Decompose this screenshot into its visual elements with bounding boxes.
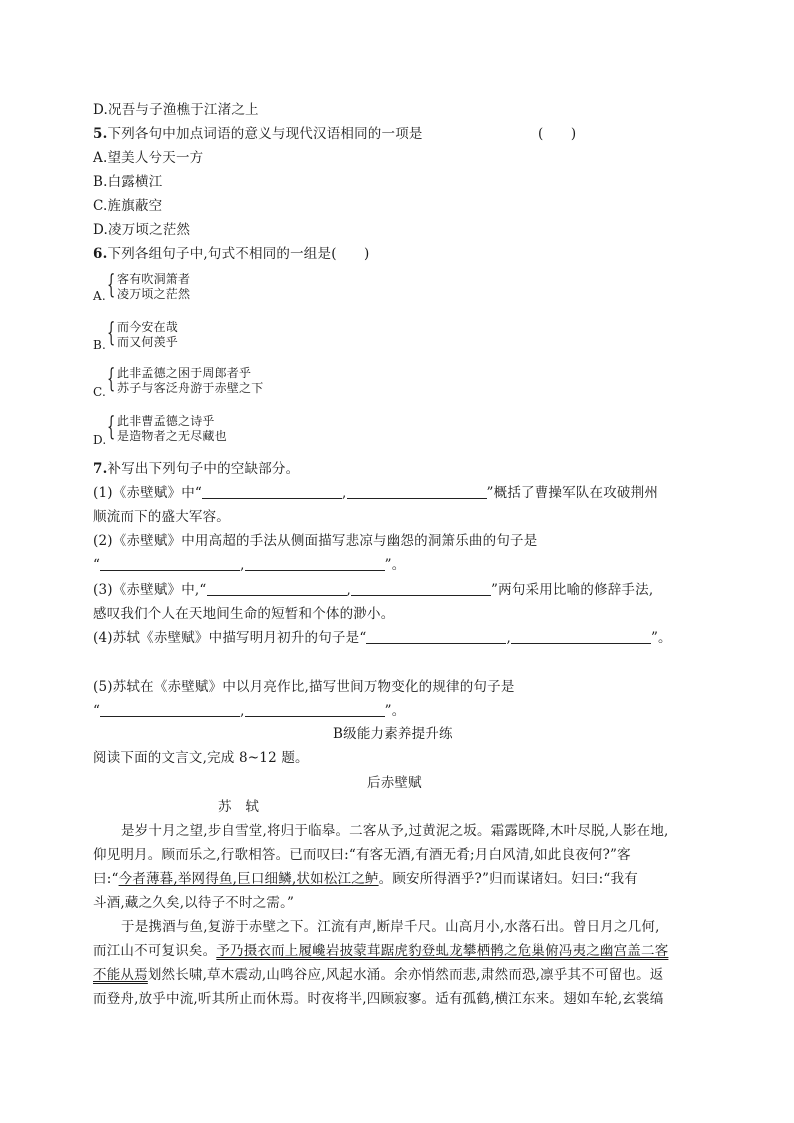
passage-author: 苏 轼 [218,799,260,815]
question-7 [93,460,299,478]
q7-2-open-quote: “ [93,557,101,573]
passage-p1-l3-post: 。顾安所得酒乎?”归而谋诸妇。妇曰:“我有 [378,871,638,887]
q7-5-close: ”。 [384,703,406,719]
q7-4-comma: , [506,630,511,646]
q7-item-1 [93,484,658,502]
q6-option-c-label: C. [93,385,106,399]
q5-number: 5. [93,126,108,142]
q7-item-4 [93,629,672,647]
q4-option-d: D.况吾与子渔樵于江渚之上 [93,102,259,118]
q6-option-c-line2: 苏子与客泛舟游于赤壁之下 [117,381,264,395]
q5-stem: 下列各句中加点词语的意义与现代汉语相同的一项是 [107,126,423,142]
q7-1-suffix: ”概括了曹操军队在攻破荆州 [486,485,659,501]
q5-answer-paren: ( ) [538,126,577,142]
q7-number: 7. [93,461,108,477]
q7-item-3 [93,581,653,599]
q7-4-close: ”。 [650,630,672,646]
q7-5-open-quote: “ [93,703,101,719]
passage-underlined-sentence: 今者薄暮,举网得鱼,巨口细鳞,状如松江之鲈 [118,871,379,887]
q7-item-2-line2 [93,556,405,574]
q7-item-5-line2 [93,702,405,720]
q6-d-brace-icon: { [107,412,116,442]
passage-p1-line1: 是岁十月之望,步自雪堂,将归于临皋。二客从予,过黄泥之坂。霜露既降,木叶尽脱,人影在地, [121,823,669,839]
q6-option-c-line1: 此非孟德之困于周郎者乎 [117,366,252,380]
passage-title: 后赤壁赋 [367,775,422,791]
passage-p1-line3 [93,870,638,888]
q7-4-blank-a[interactable] [366,629,506,644]
passage-p1-l3-pre: 曰:“ [93,871,119,887]
q6-c-brace-icon: { [107,364,116,394]
q7-item-1-line2: 顺流而下的盛大军容。 [93,509,230,525]
passage-p2-l3-post: 划然长啸,草木震动,山鸣谷应,风起水涌。余亦悄然而悲,肃然而恐,凛乎其不可留也。返 [147,967,664,983]
passage-punctuation-sentence: 予乃摄衣而上履巉岩披蒙茸踞虎豹登虬龙攀栖鹘之危巢俯冯夷之幽宫盖二客 [216,943,669,959]
q6-option-d-label: D. [93,433,107,447]
q7-3-prefix: (3)《赤壁赋》中,“ [93,582,207,598]
q6-option-b-line1: 而今安在哉 [117,320,179,334]
q7-3-blank-a[interactable] [207,581,347,596]
q7-2-close: ”。 [384,557,406,573]
section-b-heading: B级能力素养提升练 [333,726,453,742]
q6-stem: 下列各组句子中,句式不相同的一组是( ) [107,246,370,262]
passage-p2-line1: 于是携酒与鱼,复游于赤壁之下。江流有声,断岸千尺。山高月小,水落石出。曾日月之几何, [121,919,660,935]
q7-3-suffix: ”两句采用比喻的修辞手法, [491,582,654,598]
q7-item-5: (5)苏轼在《赤壁赋》中以月亮作比,描写世间万物变化的规律的句子是 [93,679,515,695]
q5-option-d: D.凌万顷之茫然 [93,222,191,238]
q6-a-brace-icon: { [107,270,116,300]
q7-2-blank-b[interactable] [245,556,385,571]
question-6 [93,245,370,263]
passage-p2-line4: 而登舟,放乎中流,听其所止而休焉。时夜将半,四顾寂寥。适有孤鹤,横江东来。翅如车轮,玄裳缟 [93,991,664,1007]
q6-option-b-line2: 而又何羡乎 [117,335,179,349]
question-5 [93,125,423,143]
q7-1-blank-a[interactable] [202,484,342,499]
q7-2-blank-a[interactable] [100,556,240,571]
q7-4-prefix: (4)苏轼《赤壁赋》中描写明月初升的句子是“ [93,630,367,646]
q6-option-d-line1: 此非曹孟德之诗乎 [117,414,215,428]
passage-p2-line3 [93,966,663,984]
q7-stem: 补写出下列句子中的空缺部分。 [107,461,300,477]
q7-item-2: (2)《赤壁赋》中用高超的手法从侧面描写悲凉与幽怨的洞箫乐曲的句子是 [93,533,538,549]
q6-option-a-line2: 凌万顷之茫然 [117,287,191,301]
q7-1-blank-b[interactable] [347,484,487,499]
q7-1-comma: , [342,485,347,501]
q6-option-d-line2: 是造物者之无尽藏也 [117,429,227,443]
q6-option-a-label: A. [93,289,106,303]
q7-2-comma: , [240,557,245,573]
passage-p2-l2-pre: 而江山不可复识矣。 [93,943,217,959]
q5-option-c: C.旌旗蔽空 [93,198,163,214]
passage-p2-line2 [93,942,668,960]
q7-item-3-line2: 感叹我们个人在天地间生命的短暂和个体的渺小。 [93,606,395,622]
q5-option-a: A.望美人兮天一方 [93,150,204,166]
reading-instruction: 阅读下面的文言文,完成 8~12 题。 [93,750,309,766]
q5-option-b: B.白露横江 [93,174,163,190]
passage-p1-line2: 仰见明月。顾而乐之,行歌相答。已而叹曰:“有客无酒,有酒无肴;月白风清,如此良夜何?”客 [93,847,631,863]
q7-1-prefix: (1)《赤壁赋》中“ [93,485,203,501]
q6-b-brace-icon: { [107,318,116,348]
q6-number: 6. [93,246,108,262]
q6-option-b-label: B. [93,338,107,352]
q7-5-blank-b[interactable] [245,702,385,717]
q6-option-a-line1: 客有吹洞箫者 [117,272,191,286]
passage-p1-line4: 斗酒,藏之久矣,以待子不时之需。” [93,895,295,911]
q7-4-blank-b[interactable] [511,629,651,644]
q7-3-blank-b[interactable] [351,581,491,596]
q7-5-comma: , [240,703,245,719]
passage-punctuation-sentence-end: 不能从焉 [93,967,148,983]
q7-5-blank-a[interactable] [100,702,240,717]
q7-3-comma: , [346,582,352,598]
